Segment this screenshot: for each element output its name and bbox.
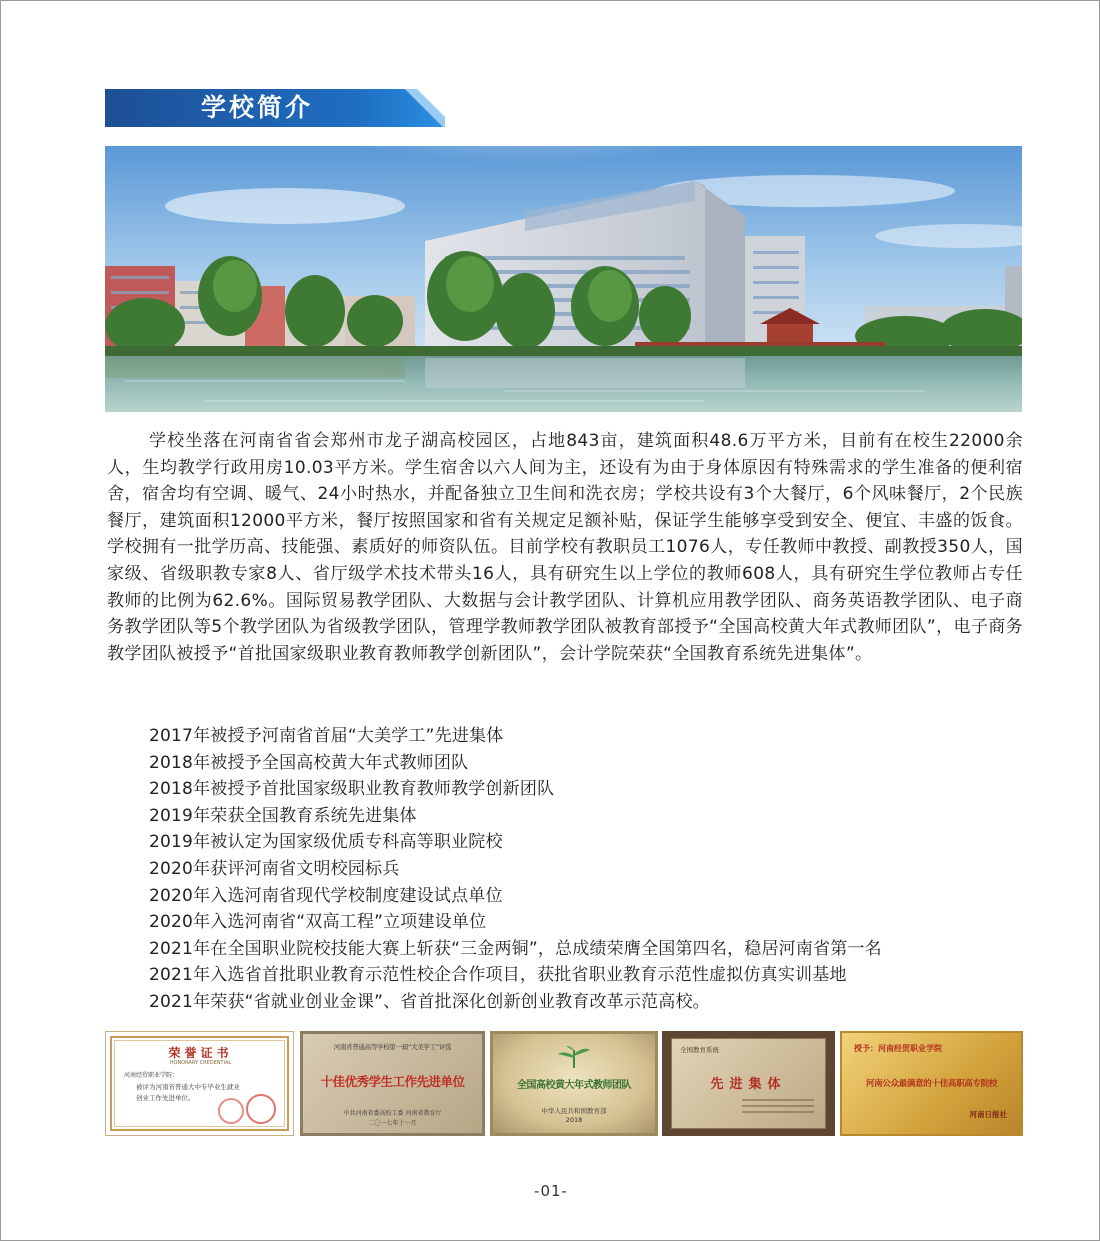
honor-item: 2020年获评河南省文明校园标兵 — [149, 858, 400, 879]
section-title: 学校简介 — [201, 93, 314, 122]
honor-item: 2018年被授予全国高校黄大年式教师团队 — [149, 752, 469, 773]
plaque-header: 河南省普通高等学校第一届“大美学工”评选 — [333, 1043, 452, 1051]
honor-item: 2019年荣获全国教育系统先进集体 — [149, 805, 417, 826]
honors-list — [149, 723, 1029, 1016]
certificate-title: 荣誉证书 — [168, 1046, 233, 1060]
plaque-issuer: 河南日报社 — [969, 1110, 1007, 1119]
honor-item: 2020年入选河南省现代学校制度建设试点单位 — [149, 885, 503, 906]
campus-scene — [105, 146, 1022, 412]
certificate-recipient: 河南经贸职业学院： — [124, 1072, 179, 1079]
honor-item: 2021年在全国职业院校技能大赛上斩获“三金两铜”，总成绩荣膺全国第四名，稳居河南省第一名 — [149, 938, 882, 959]
plaque-gold-bamboo-icon — [490, 1031, 658, 1136]
plaque-main-text: 先进集体 — [710, 1077, 787, 1092]
plaque-year: 2018 — [565, 1116, 583, 1124]
campus-lake-photo — [105, 146, 1022, 412]
honor-item: 2020年入选河南省“双高工程”立项建设单位 — [149, 912, 487, 933]
certificate-honor-icon — [105, 1031, 294, 1136]
certificate-body-line: 创业工作先进单位。 — [136, 1094, 195, 1102]
plaque-main-text: 全国高校黄大年式教师团队 — [517, 1080, 631, 1091]
plaque-bronze-icon — [662, 1031, 835, 1136]
section-header-banner — [105, 89, 445, 127]
honor-item: 2017年被授予河南省首届“大美学工”先进集体 — [149, 726, 504, 746]
school-intro-paragraph: 学校坐落在河南省省会郑州市龙子湖高校园区，占地843亩，建筑面积48.6万平方米，目前有在校生22000余人，生均教学行政用房10.03平方米。学生宿舍以六人间为主，还设有为由于身体原因有特殊需求的学生准备的便利宿舍，宿舍均有空调、暖气、24小时热水，并配备独立卫生间和洗衣房；学校共设有3个大餐厅，6个风味餐厅，2个民族餐厅，建筑面积12000平方米，餐厅按照国家和省有关规定足额补贴，保证学生能够享受到安全、便宜、丰盛的饭食。学校拥有一批学历高、技能强、素质好的师资队伍。目前学校有教职员工1076人，专任教师中教授、副教授350人，国家级、省级职教专家8人、省厅级学术技术带头16人，具有研究生以上学位的教师608人，具有研究生学位教师占专任教师的比例为62.6%。国际贸易教学团队、大数据与会计教学团队、计算机应用教学团队、商务英语教学团队、电子商务教学团队等5个教学团队为省级教学团队，管理学教师教学团队被教育部授予“全国高校黄大年式教师团队”，电子商务教学团队被授予“首批国家级职业教育教师教学创新团队”，会计学院荣获“全国教育系统先进集体”。 — [107, 431, 1023, 664]
plaque-red-icon — [300, 1031, 485, 1136]
certificate-body-line: 被评为河南省普通大中专毕业生就业 — [136, 1083, 240, 1091]
red-seal-icon — [246, 1094, 276, 1124]
plaque-issuer: 中共河南省委高校工委 河南省教育厅 — [343, 1110, 442, 1117]
plaque-date: 二〇一七年十一月 — [368, 1120, 417, 1127]
plaque-recipient: 授予：河南经贸职业学院 — [854, 1043, 942, 1053]
honor-item: 2019年被认定为国家级优质专科高等职业院校 — [149, 832, 503, 853]
honor-item: 2021年荣获“省就业创业金课”、省首批深化创新创业教育改革示范高校。 — [149, 991, 710, 1012]
honor-item: 2018年被授予首批国家级职业教育教师教学创新团队 — [149, 779, 555, 800]
plaque-issuer: 中华人民共和国教育部 — [541, 1107, 607, 1115]
honor-item: 2021年入选省首批职业教育示范性校企合作项目，获批省职业教育示范性虚拟仿真实训基地 — [149, 965, 847, 986]
plaque-gold-icon — [840, 1031, 1023, 1136]
certificate-subtitle: HONORARY CREDENTIAL — [169, 1060, 232, 1066]
red-seal-icon — [218, 1098, 244, 1124]
plaque-header: 全国教育系统 — [680, 1046, 719, 1054]
certificates-strip — [105, 1031, 1023, 1136]
bamboo-icon — [554, 1044, 594, 1070]
plaque-main-text: 河南公众最满意的十佳高职高专院校 — [865, 1079, 998, 1089]
plaque-main-text: 十佳优秀学生工作先进单位 — [320, 1074, 465, 1089]
page-number: -01- — [534, 1182, 568, 1200]
